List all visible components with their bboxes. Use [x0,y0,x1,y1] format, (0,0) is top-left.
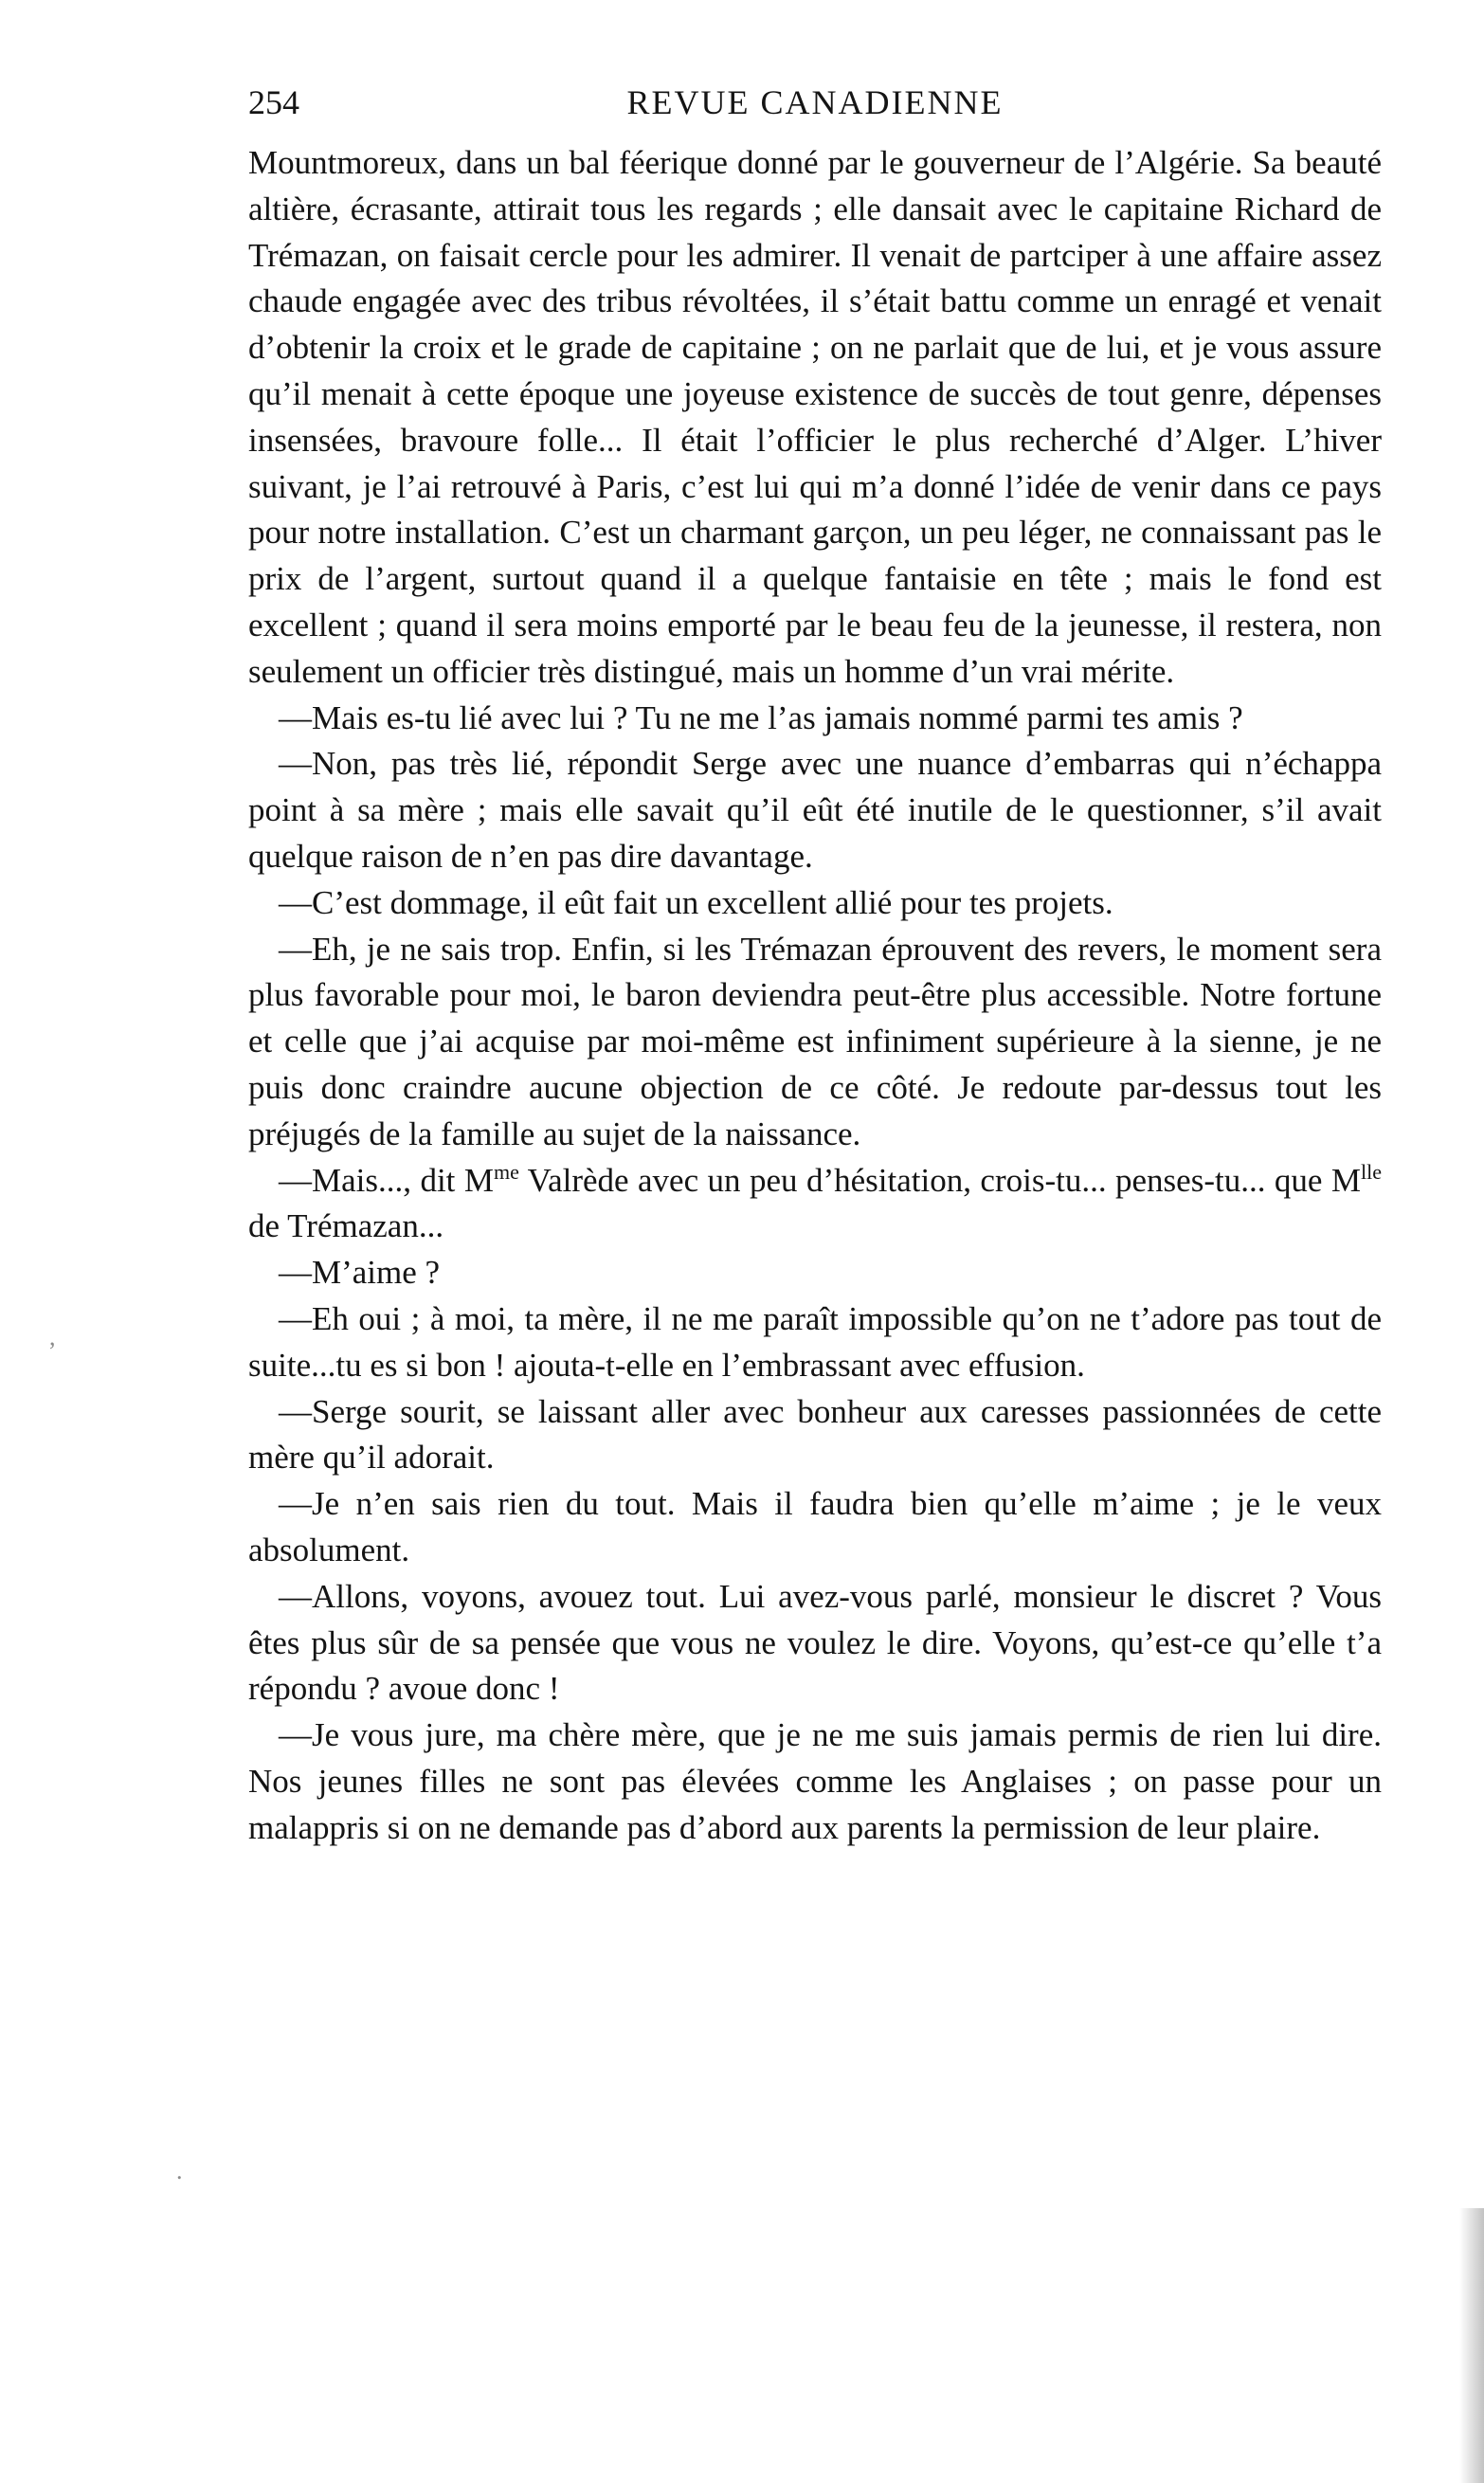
dialogue-paragraph [248,1574,1382,1713]
page [248,74,1382,1851]
text-run: Valrède avec un peu d’hésitation, crois-tu... penses-tu... que M [518,1161,1361,1199]
dialogue-paragraph [248,927,1382,1158]
margin-mark: . [176,2157,183,2184]
margin-mark: , [49,1323,56,1350]
text-run: —Eh oui ; à moi, ta mère, il ne me paraît impossible qu’on ne t’adore pas tout de suite...tu es si bon ! ajouta-t-elle en l’embrassant avec effusion. [248,1299,1382,1384]
text-run: —Allons, voyons, avouez tout. Lui avez-vous parlé, monsieur le discret ? Vous êtes plus sûr de sa pensée que vous ne voulez le dire. Voyons, qu’est-ce qu’elle t’a répondu ? avoue donc ! [248,1577,1382,1708]
text-run: de Trémazan... [248,1207,444,1245]
running-head [248,74,1382,131]
text-run: —Eh, je ne sais trop. Enfin, si les Trémazan éprouvent des revers, le moment sera plus favorable pour moi, le baron deviendra peut-être plus accessible. Notre fortune et celle que j’ai acquise par moi-même est infiniment supérieure à la sienne, je ne puis donc craindre aucune objection de ce côté. Je redoute par-dessus tout les préjugés de la famille au sujet de la naissance. [248,930,1382,1152]
page-number: 254 [248,83,299,121]
text-run: —C’est dommage, il eût fait un excellent allié pour tes projets. [279,883,1113,921]
dialogue-paragraph [248,1158,1382,1251]
paragraph-continued [248,140,1382,696]
text-run: —Je n’en sais rien du tout. Mais il faudra bien qu’elle m’aime ; je le veux absolument. [248,1485,1382,1568]
dialogue-paragraph [248,741,1382,879]
title-superscript: me [493,1159,519,1184]
dialogue-paragraph [248,1250,1382,1296]
text-run: —M’aime ? [279,1254,441,1292]
dialogue-paragraph [248,1481,1382,1574]
text-run: —Non, pas très lié, répondit Serge avec une nuance d’embarras qui n’échappa point à sa mère ; mais elle savait qu’il eût été inutile de le questionner, s’il avait quelque raison de n’en pas dire davantage. [248,745,1382,875]
dialogue-paragraph [248,1713,1382,1851]
journal-title: REVUE CANADIENNE [626,83,1004,121]
text-run: —Mais..., dit M [279,1161,494,1199]
text-run: Mountmoreux, dans un bal féerique donné par le gouverneur de l’Algérie. Sa beauté altière, écrasante, attirait tous les regards ; elle dansait avec le capitaine Richard de Trémazan, on faisait cercle pour les admirer. Il venait de partciper à une affaire assez chaude engagée avec des tribus révoltées, il s’était battu comme un enragé et venait d’obtenir la croix et le grade de capitaine ; on ne parlait que de lui, et je vous assure qu’il menait à cette époque une joyeuse existence de succès de tout genre, dépenses insensées, bravoure folle... Il était l’officier le plus recherché d’Alger. L’hiver suivant, je l’ai retrouvé à Paris, c’est lui qui m’a donné l’idée de venir dans ce pays pour notre installation. C’est un charmant garçon, un peu léger, ne connaissant pas le prix de l’argent, surtout quand il a quelque fantaisie en tête ; mais le fond est excellent ; quand il sera moins emporté par le beau feu de la jeunesse, il restera, non seulement un officier très distingué, mais un homme d’un vrai mérite. [248,144,1382,690]
text-run: —Mais es-tu lié avec lui ? Tu ne me l’as jamais nommé parmi tes amis ? [279,698,1243,736]
text-run: —Serge sourit, se laissant aller avec bonheur aux caresses passionnées de cette mère qu’il adorait. [248,1392,1382,1477]
page-edge-shadow [1459,2208,1484,2483]
dialogue-paragraph [248,696,1382,742]
body-text [248,140,1382,1851]
dialogue-paragraph [248,1389,1382,1482]
title-superscript: lle [1361,1159,1382,1184]
dialogue-paragraph [248,1296,1382,1389]
dialogue-paragraph [248,880,1382,927]
text-run: —Je vous jure, ma chère mère, que je ne me suis jamais permis de rien lui dire. Nos jeunes filles ne sont pas élevées comme les Anglaises ; on passe pour un malappris si on ne demande pas d’abord aux parents la permission de leur plaire. [248,1716,1382,1846]
